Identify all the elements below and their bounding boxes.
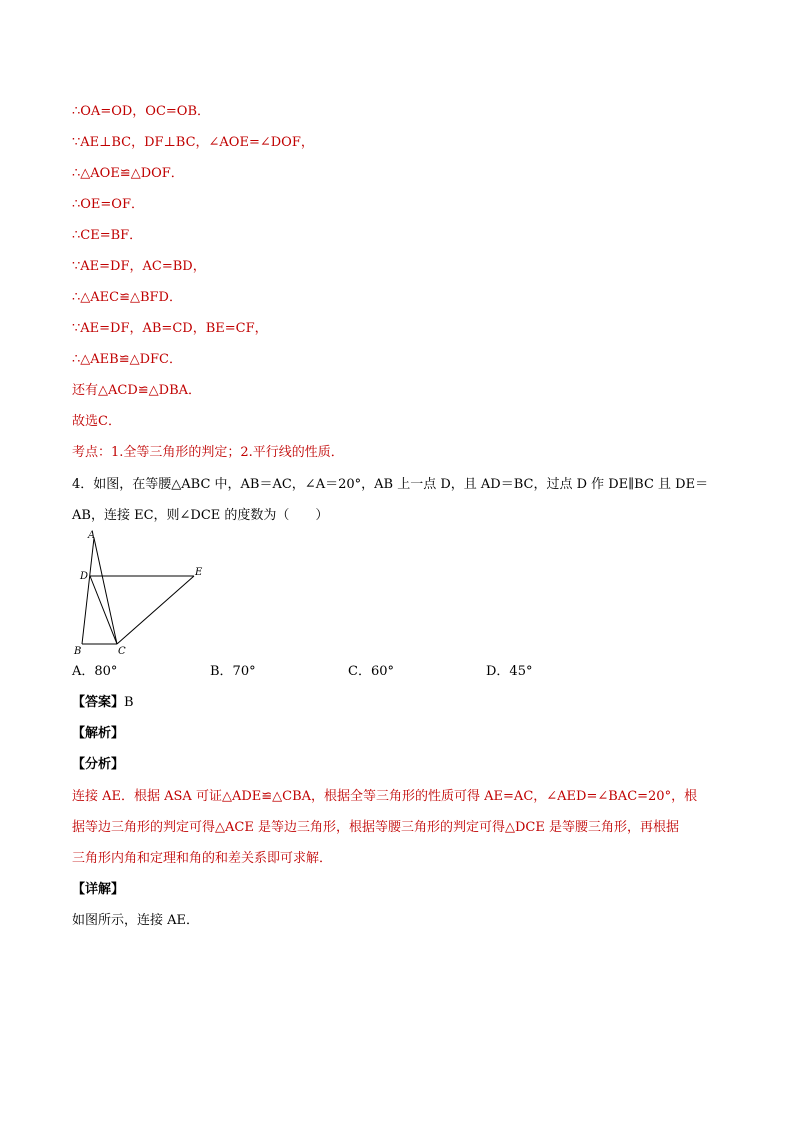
triangle-figure	[70, 528, 210, 656]
proof-line-2: ∵AE⊥BC，DF⊥BC，∠AOE=∠DOF，	[72, 135, 314, 150]
proof-line-5: ∴CE=BF．	[72, 228, 143, 243]
proof-line-11: 故选C．	[72, 414, 121, 429]
question-line-1: 4．如图，在等腰△ABC 中，AB＝AC，∠A＝20°，AB 上一点 D，且 AD＝BC，过点 D 作 DE∥BC 且 DE＝	[72, 477, 709, 492]
proof-line-8: ∵AE=DF，AB=CD，BE=CF，	[72, 321, 268, 336]
segment-ab	[82, 538, 94, 644]
detail-line-1: 如图所示，连接 AE．	[72, 913, 200, 928]
triangle-diagram	[70, 528, 210, 656]
option-a: A．80°	[72, 664, 118, 679]
option-c: C．60°	[348, 664, 394, 679]
segment-ac	[94, 538, 117, 644]
answer-tag: 【答案】	[72, 695, 125, 710]
kaodian-line: 考点：1.全等三角形的判定；2.平行线的性质．	[72, 445, 344, 460]
proof-line-3: ∴△AOE≌△DOF．	[72, 166, 184, 181]
proof-line-6: ∵AE=DF，AC=BD，	[72, 259, 206, 274]
label-e: E	[195, 567, 203, 578]
option-d: D．45°	[486, 664, 533, 679]
answer-line	[72, 694, 134, 712]
proof-line-7: ∴△AEC≌△BFD．	[72, 290, 182, 305]
proof-line-10: 还有△ACD≌△DBA．	[72, 383, 202, 398]
label-a: A	[88, 530, 96, 541]
segment-dc	[90, 576, 117, 644]
detail-tag: 【详解】	[72, 882, 125, 897]
answer-value: B	[124, 695, 134, 710]
label-c: C	[118, 646, 126, 656]
option-b: B．70°	[210, 664, 256, 679]
proof-line-4: ∴OE=OF．	[72, 197, 144, 212]
proof-line-9: ∴△AEB≌△DFC．	[72, 352, 182, 367]
fenxi-tag: 【分析】	[72, 757, 125, 772]
proof-line-1: ∴OA=OD，OC=OB．	[72, 104, 210, 119]
jiexi-tag: 【解析】	[72, 726, 125, 741]
analysis-line-3: 三角形内角和定理和角的和差关系即可求解．	[72, 851, 333, 866]
analysis-line-1: 连接 AE．根据 ASA 可证△ADE≌△CBA，根据全等三角形的性质可得 AE=AC，∠AED=∠BAC=20°，根	[72, 789, 698, 804]
question-line-2: AB，连接 EC，则∠DCE 的度数为（ ）	[72, 508, 329, 523]
analysis-line-2: 据等边三角形的判定可得△ACE 是等边三角形，根据等腰三角形的判定可得△DCE 是等腰三角形，再根据	[72, 820, 679, 835]
label-b: B	[74, 646, 82, 656]
label-d: D	[80, 571, 89, 582]
segment-ec	[117, 576, 194, 644]
